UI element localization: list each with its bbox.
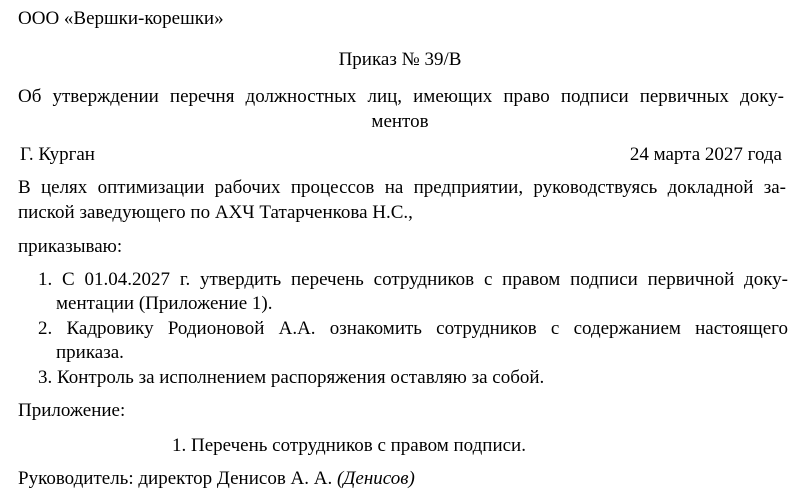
intro-line-1: В целях оптимизации рабочих процессов на предприятии, руководствуясь докладной за-: [18, 177, 786, 198]
document-title: Приказ № 39/В: [338, 49, 462, 70]
list-item-1-line-2: ментации (Приложение 1).: [56, 293, 273, 314]
list-item-2-line-2: приказа.: [56, 342, 124, 363]
order-word: приказываю:: [18, 236, 123, 257]
document-date: 24 марта 2027 года: [629, 144, 782, 165]
document-subject-line-1: Об утверждении перечня должностных лиц, имеющих право подписи первичных доку-: [18, 86, 784, 107]
list-item-2-line-1: 2. Кадровику Родионовой А.А. ознакомить сотрудников с содержанием настоящего: [38, 318, 788, 339]
company-name: ООО «Вершки-корешки»: [18, 8, 224, 29]
list-item-3: 3. Контроль за исполнением распоряжения оставляю за собой.: [38, 367, 545, 388]
intro-line-2: пиской заведующего по АХЧ Татарченкова Н.С.,: [18, 202, 413, 223]
document-city: Г. Курган: [20, 144, 95, 165]
document-subject-line-2: ментов: [371, 111, 429, 132]
list-item-1-line-1: 1. С 01.04.2027 г. утвердить перечень сотрудников с правом подписи первичной доку-: [38, 269, 788, 290]
attachment-label: Приложение:: [18, 400, 126, 421]
attachment-item: 1. Перечень сотрудников с правом подписи.: [172, 435, 526, 456]
signature-name: (Денисов): [336, 468, 415, 489]
signature-prefix: Руководитель: директор Денисов А. А.: [18, 468, 333, 489]
signature-block: [18, 467, 415, 491]
